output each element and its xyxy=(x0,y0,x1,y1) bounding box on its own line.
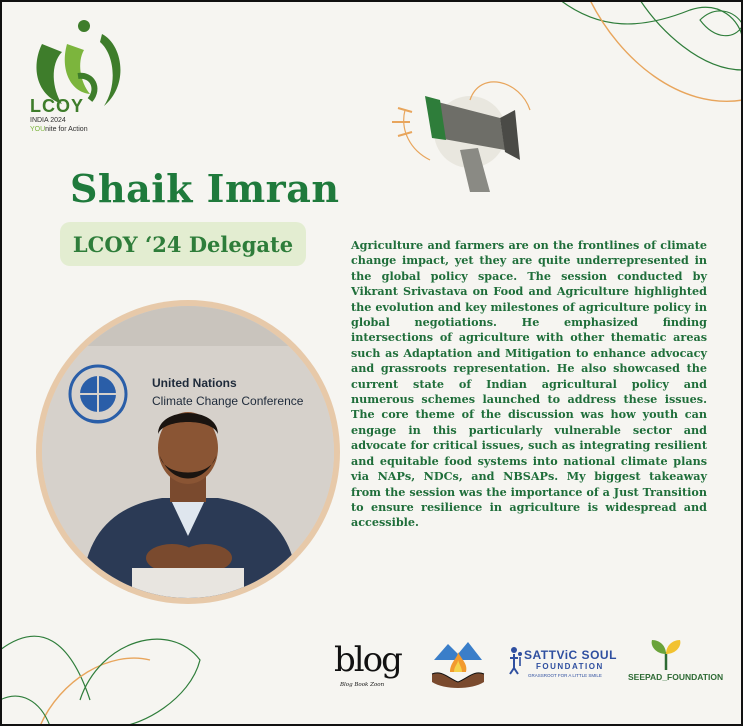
session-summary: Agriculture and farmers are on the frontlines of climate change impact, yet they are quite underrepresented in the global policy space. The session conducted by Vikrant Srivastava on Food and Agriculture highlighted the evolution and key milestones of agriculture policy in global negotiations. He emphasized finding intersections of agriculture with other thematic areas such as Adaptation and Mitigation to enhance advocacy and grassroots representation. He also showcased the current state of Indian agricultural policy and numerous schemes launched to address these issues. The core theme of the discussion was how youth can engage in this particularly vulnerable sector and advocate for critical issues, such as integrating resilient and equitable food systems into national climate plans via NAPs, NDCs, and NBSAPs. My biggest takeaway from the session was the importance of a Just Transition to ensure resilience in agriculture is widespread and accessible. xyxy=(351,238,707,530)
mountain-fire-hands-icon xyxy=(428,638,488,692)
role-label: LCOY ‘24 Delegate xyxy=(72,231,294,257)
orange-curve-icon xyxy=(590,0,743,101)
photo-illustration xyxy=(42,306,334,598)
person-name: Shaik Imran xyxy=(70,166,340,211)
seepad-sprout-icon xyxy=(646,636,686,670)
seepad-name: SEEPAD_FOUNDATION xyxy=(628,672,724,682)
seepad-logo xyxy=(624,636,724,692)
logo-tag-highlight: YOU xyxy=(30,126,46,133)
un-org-line1: United Nations xyxy=(152,376,237,390)
sattvic-soul-logo xyxy=(508,646,628,690)
blog-caption: Blog Book Zoon xyxy=(340,682,385,688)
sattvic-name: SATTViC SOUL xyxy=(524,648,617,662)
sattvic-tagline: GRASSROOT FOR A LITTLE SMILE xyxy=(528,673,602,678)
role-badge xyxy=(60,222,306,266)
un-org-line2: Climate Change Conference xyxy=(152,394,304,408)
logo-tag-rest: nite for Action xyxy=(45,126,88,133)
profile-photo xyxy=(42,306,334,598)
sattvic-foundation: FOUNDATION xyxy=(536,662,604,671)
blog-logo xyxy=(330,636,406,694)
megaphone-icon xyxy=(392,82,530,192)
logo-text xyxy=(30,96,88,134)
logo-brand: LCOY xyxy=(30,96,85,116)
blog-mark: blog xyxy=(334,640,401,680)
logo-subtitle: INDIA 2024 xyxy=(30,117,66,124)
sattvic-figure-icon xyxy=(508,646,524,676)
logo-tagline xyxy=(30,125,88,134)
sponsor-logos xyxy=(330,636,730,696)
